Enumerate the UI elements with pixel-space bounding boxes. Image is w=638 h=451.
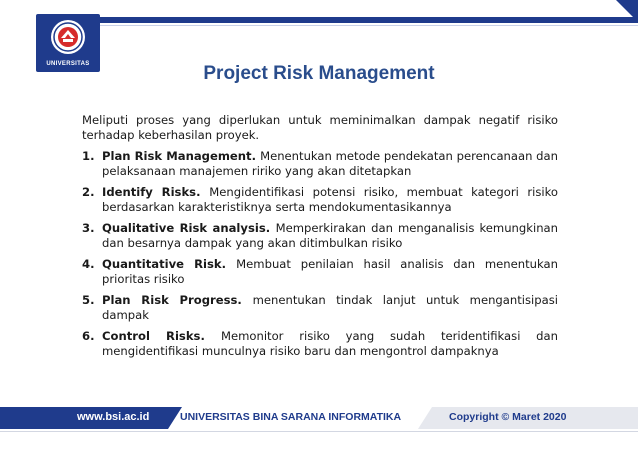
item-term: Plan Risk Management. [102,149,261,163]
list-item [82,221,558,251]
header-line [98,25,638,26]
footer-university-name: UNIVERSITAS BINA SARANA INFORMATIKA [180,411,402,423]
item-term: Qualitative Risk analysis. [102,221,276,235]
list-item [82,149,558,179]
item-number: 4. [82,257,95,271]
item-description: Mengidentifikasi potensi risiko, membuat kategori risiko berdasarkan karakteristiknya serta mendokumentasikannya [102,185,558,214]
item-number: 1. [82,149,95,163]
item-number: 3. [82,221,95,235]
item-term: Plan Risk Progress. [102,293,253,307]
item-description: Menentukan metode pendekatan perencanaan dan pelaksanaan manajemen ririko yang akan ditetapkan [102,149,558,178]
slide-body [82,113,558,365]
list-item [82,329,558,359]
item-term: Identify Risks. [102,185,210,199]
footer-right-corner [418,407,432,429]
logo-emblem-icon [36,14,100,60]
list-item [82,257,558,287]
item-description: Memonitor risiko yang sudah teridentifikasi dan mengidentifikasi munculnya risiko baru dan mengontrol dampaknya [102,329,558,358]
footer-website-link[interactable]: www.bsi.ac.id [77,411,150,423]
item-description: Membuat penilaian hasil analisis dan menentukan prioritas risiko [102,257,558,286]
header-bar [98,17,638,23]
item-number: 6. [82,329,95,343]
item-number: 5. [82,293,95,307]
item-term: Quantitative Risk. [102,257,237,271]
list-item [82,185,558,215]
item-description: menentukan tindak lanjut untuk mengantisipasi dampak [102,293,558,322]
item-term: Control Risks. [102,329,221,343]
item-number: 2. [82,185,95,199]
slide-title: Project Risk Management [203,63,435,84]
footer-copyright: Copyright © Maret 2020 [449,411,567,423]
item-description: Memperkirakan dan menganalisis kemungkinan dan besarnya dampak yang akan ditimbulkan risiko [102,221,559,250]
logo-label: UNIVERSITAS [46,61,90,67]
intro-text: Meliputi proses yang diperlukan untuk meminimalkan dampak negatif risiko terhadap keberhasilan proyek. [82,113,558,142]
footer-line [0,431,638,432]
footer-bar [0,407,638,429]
list-item [82,293,558,323]
